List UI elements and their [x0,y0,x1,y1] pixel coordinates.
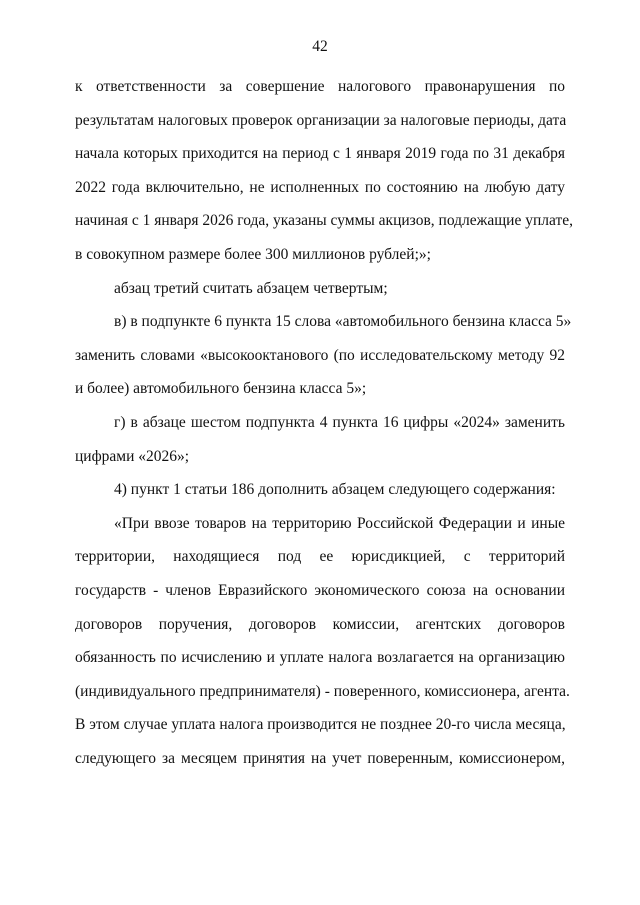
text-line: следующего за месяцем принятия на учет поверенным, комиссионером, [75,749,565,767]
text-line: к ответственности за совершение налогового правонарушения по [75,78,565,95]
text-line: В этом случае уплата налога производится не позднее 20-го числа месяца, [75,716,566,734]
text-line: и более) автомобильного бензина класса 5»; [75,380,367,398]
text-line: (индивидуального предпринимателя) - поверенного, комиссионера, агента. [75,682,570,700]
text-line: «При ввозе товаров на территорию Российской Федерации и иные [114,514,565,532]
text-line: договоров поручения, договоров комиссии, агентских договоров [75,615,565,633]
text-line: начиная с 1 января 2026 года, указаны суммы акцизов, подлежащие уплате, [75,212,573,230]
text-line: цифрами «2026»; [75,447,190,465]
text-line: в) в подпункте 6 пункта 15 слова «автомобильного бензина класса 5» [114,313,572,331]
document-body [75,70,573,775]
text-line: территории, находящиеся под ее юрисдикцией, с территорий [75,548,565,566]
text-line: заменить словами «высокооктанового (по исследовательскому методу 92 [75,346,565,364]
text-line: г) в абзаце шестом подпункта 4 пункта 16 цифры «2024» заменить [114,413,565,431]
text-line: 4) пункт 1 статьи 186 дополнить абзацем следующего содержания: [114,481,556,499]
text-line: 2022 года включительно, не исполненных по состоянию на любую дату [75,178,565,196]
text-line: государств - членов Евразийского экономического союза на основании [75,581,565,599]
text-line: результатам налоговых проверок организации за налоговые периоды, дата [75,111,567,129]
text-line: в совокупном размере более 300 миллионов рублей;»; [75,245,431,263]
text-line: обязанность по исчислению и уплате налога возлагается на организацию [75,649,565,667]
page-number: 42 [312,38,328,55]
text-line: абзац третий считать абзацем четвертым; [114,279,388,297]
text-line: начала которых приходится на период с 1 января 2019 года по 31 декабря [75,145,565,163]
